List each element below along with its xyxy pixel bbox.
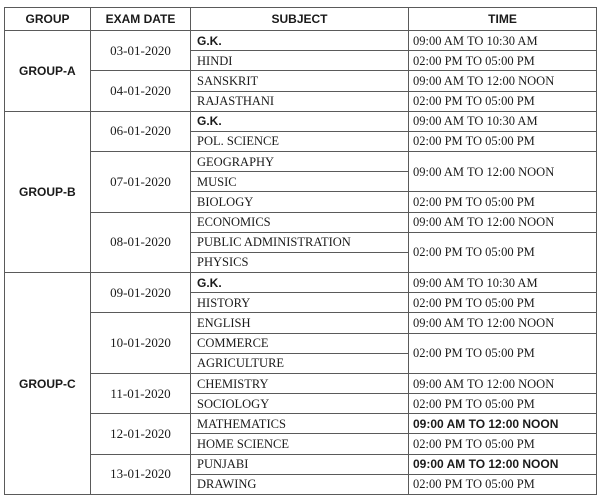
header-group: GROUP (5, 8, 91, 31)
subject-cell: CHEMISTRY (191, 373, 409, 393)
table-row (5, 71, 597, 91)
table-row (5, 273, 597, 293)
subject-cell: MATHEMATICS (191, 414, 409, 434)
subject-cell: POL. SCIENCE (191, 131, 409, 151)
table-row (5, 414, 597, 434)
date-cell: 07-01-2020 (91, 152, 191, 213)
group-c-cell: GROUP-C (5, 273, 91, 495)
subject-cell: HINDI (191, 51, 409, 71)
date-cell: 03-01-2020 (91, 31, 191, 71)
time-cell: 02:00 PM TO 05:00 PM (409, 333, 597, 373)
table-row (5, 152, 597, 172)
subject-cell: AGRICULTURE (191, 353, 409, 373)
group-a-cell: GROUP-A (5, 31, 91, 112)
time-cell: 02:00 PM TO 05:00 PM (409, 131, 597, 151)
exam-schedule-table (4, 7, 597, 495)
time-cell: 02:00 PM TO 05:00 PM (409, 192, 597, 212)
date-cell: 08-01-2020 (91, 212, 191, 273)
subject-cell: G.K. (191, 111, 409, 131)
subject-cell: SANSKRIT (191, 71, 409, 91)
table-row (5, 454, 597, 474)
subject-cell: PHYSICS (191, 252, 409, 272)
time-cell: 02:00 PM TO 05:00 PM (409, 434, 597, 454)
time-cell: 09:00 AM TO 10:30 AM (409, 31, 597, 51)
subject-cell: PUBLIC ADMINISTRATION (191, 232, 409, 252)
date-cell: 06-01-2020 (91, 111, 191, 151)
header-exam-date: EXAM DATE (91, 8, 191, 31)
subject-cell: GEOGRAPHY (191, 152, 409, 172)
time-cell: 09:00 AM TO 12:00 NOON (409, 313, 597, 333)
date-cell: 09-01-2020 (91, 273, 191, 313)
time-cell: 09:00 AM TO 12:00 NOON (409, 152, 597, 192)
subject-cell: G.K. (191, 31, 409, 51)
subject-cell: G.K. (191, 273, 409, 293)
time-cell: 02:00 PM TO 05:00 PM (409, 293, 597, 313)
time-cell: 09:00 AM TO 12:00 NOON (409, 414, 597, 434)
time-cell: 09:00 AM TO 10:30 AM (409, 273, 597, 293)
date-cell: 13-01-2020 (91, 454, 191, 494)
time-cell: 09:00 AM TO 12:00 NOON (409, 454, 597, 474)
table-row (5, 212, 597, 232)
date-cell: 11-01-2020 (91, 373, 191, 413)
time-cell: 09:00 AM TO 12:00 NOON (409, 373, 597, 393)
table-row (5, 111, 597, 131)
table-row (5, 31, 597, 51)
time-cell: 09:00 AM TO 10:30 AM (409, 111, 597, 131)
header-time: TIME (409, 8, 597, 31)
time-cell: 02:00 PM TO 05:00 PM (409, 232, 597, 272)
table-row (5, 313, 597, 333)
header-row (5, 8, 597, 31)
subject-cell: HOME SCIENCE (191, 434, 409, 454)
subject-cell: RAJASTHANI (191, 91, 409, 111)
subject-cell: DRAWING (191, 474, 409, 494)
time-cell: 02:00 PM TO 05:00 PM (409, 474, 597, 494)
subject-cell: PUNJABI (191, 454, 409, 474)
subject-cell: ENGLISH (191, 313, 409, 333)
table-row (5, 373, 597, 393)
group-b-cell: GROUP-B (5, 111, 91, 272)
date-cell: 04-01-2020 (91, 71, 191, 111)
time-cell: 09:00 AM TO 12:00 NOON (409, 212, 597, 232)
subject-cell: COMMERCE (191, 333, 409, 353)
header-subject: SUBJECT (191, 8, 409, 31)
subject-cell: SOCIOLOGY (191, 394, 409, 414)
time-cell: 02:00 PM TO 05:00 PM (409, 91, 597, 111)
date-cell: 10-01-2020 (91, 313, 191, 374)
subject-cell: ECONOMICS (191, 212, 409, 232)
date-cell: 12-01-2020 (91, 414, 191, 454)
subject-cell: MUSIC (191, 172, 409, 192)
subject-cell: BIOLOGY (191, 192, 409, 212)
time-cell: 02:00 PM TO 05:00 PM (409, 51, 597, 71)
time-cell: 09:00 AM TO 12:00 NOON (409, 71, 597, 91)
time-cell: 02:00 PM TO 05:00 PM (409, 394, 597, 414)
subject-cell: HISTORY (191, 293, 409, 313)
